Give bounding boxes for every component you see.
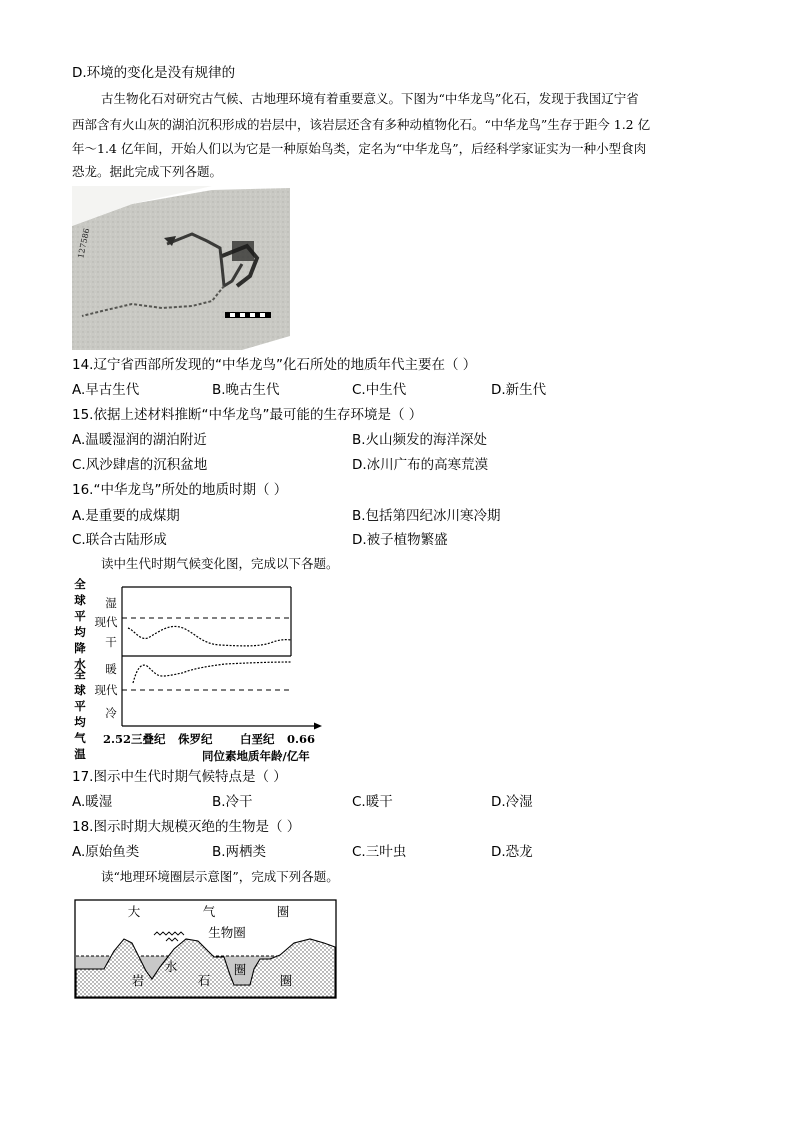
y-label-bottom-5: 温	[74, 747, 86, 761]
y-label-top-0: 全	[74, 577, 86, 591]
q15-option-c[interactable]: C.风沙肆虐的沉积盆地	[72, 457, 208, 473]
fossil-photo	[72, 186, 290, 350]
q15-option-b[interactable]: B.火山频发的海洋深处	[352, 432, 488, 448]
label-lithosphere-2: 石	[197, 973, 211, 988]
q14-stem: 14.辽宁省西部所发现的“中华龙鸟”化石所处的地质年代主要在（ ）	[72, 357, 477, 373]
x-end-label: 0.66	[287, 732, 316, 746]
q18-option-b[interactable]: B.两栖类	[212, 844, 267, 860]
y-label-top-1: 球	[74, 593, 86, 607]
label-wet: 湿	[105, 596, 117, 610]
label-biosphere: 生物圈	[208, 925, 246, 940]
y-label-top-3: 均	[74, 625, 86, 639]
y-label-bottom-1: 球	[74, 683, 86, 697]
label-hydrosphere-1: 水	[164, 959, 178, 974]
intro-line-3: 年～1.4 亿年间，开始人们以为它是一种原始鸟类，定名为“中华龙鸟”，后经科学家证实为一种小型食肉	[72, 141, 647, 156]
q17-option-a[interactable]: A.暖湿	[72, 794, 113, 810]
q14-option-b[interactable]: B.晚古生代	[212, 382, 280, 398]
label-warm: 暖	[105, 662, 117, 676]
q18-option-d[interactable]: D.恐龙	[491, 844, 533, 860]
q16-stem: 16.“中华龙鸟”所处的地质时期（ ）	[72, 482, 288, 498]
q15-option-a[interactable]: A.温暖湿润的湖泊附近	[72, 432, 207, 448]
y-label-bottom-2: 平	[74, 699, 86, 713]
intro-line-1: 古生物化石对研究古气候、古地理环境有着重要意义。下图为“中华龙鸟”化石，发现于我国辽宁省	[101, 91, 639, 106]
intro-line-4: 恐龙。据此完成下列各题。	[72, 164, 223, 179]
previous-option-d: D.环境的变化是没有规律的	[72, 65, 236, 81]
q15-option-d[interactable]: D.冰川广布的高寒荒漠	[352, 457, 489, 473]
sphere-intro: 读“地理环境圈层示意图”，完成下列各题。	[101, 869, 339, 884]
y-label-bottom-4: 气	[74, 731, 86, 745]
precipitation-curve	[128, 626, 291, 645]
x-axis-title: 同位素地质年龄/亿年	[202, 749, 310, 763]
label-lithosphere-1: 岩	[131, 973, 145, 988]
y-label-top-4: 降	[74, 641, 86, 655]
q14-option-d[interactable]: D.新生代	[491, 382, 547, 398]
period-jurassic: 侏罗纪	[178, 732, 213, 746]
y-label-top-5: 水	[74, 657, 86, 671]
q16-option-c[interactable]: C.联合古陆形成	[72, 532, 167, 548]
climate-chart	[70, 576, 340, 766]
q16-option-d[interactable]: D.被子植物繁盛	[352, 532, 448, 548]
label-atmosphere-2: 气	[202, 904, 216, 919]
x-start-label: 2.52	[103, 732, 132, 746]
q14-option-a[interactable]: A.早古生代	[72, 382, 140, 398]
q15-stem: 15.依据上述材料推断“中华龙鸟”最可能的生存环境是（ ）	[72, 407, 423, 423]
q17-option-c[interactable]: C.暖干	[352, 794, 393, 810]
period-cretaceous: 白垩纪	[240, 732, 275, 746]
sphere-diagram	[74, 899, 338, 999]
intro-line-2: 西部含有火山灰的湖泊沉积形成的岩层中，该岩层还含有多种动植物化石。“中华龙鸟”生存于距今 1.2 亿	[72, 117, 651, 132]
y-label-bottom-3: 均	[74, 715, 86, 729]
climate-intro: 读中生代时期气候变化图，完成以下各题。	[101, 556, 339, 571]
q18-stem: 18.图示时期大规模灭绝的生物是（ ）	[72, 819, 301, 835]
temperature-curve	[133, 662, 291, 683]
q18-option-a[interactable]: A.原始鱼类	[72, 844, 140, 860]
label-cold: 冷	[105, 706, 117, 720]
period-triassic: 三叠纪	[131, 732, 166, 746]
y-label-top-2: 平	[74, 609, 86, 623]
q18-option-c[interactable]: C.三叶虫	[352, 844, 407, 860]
label-atmosphere-1: 大	[127, 904, 141, 919]
label-top-modern: 现代	[94, 615, 118, 629]
label-hydrosphere-2: 圈	[233, 962, 247, 977]
q16-option-b[interactable]: B.包括第四纪冰川寒冷期	[352, 508, 501, 524]
specimen-label: 127586	[76, 227, 92, 260]
q17-option-d[interactable]: D.冷湿	[491, 794, 533, 810]
label-bottom-modern: 现代	[94, 683, 118, 697]
q14-option-c[interactable]: C.中生代	[352, 382, 407, 398]
label-dry: 干	[105, 635, 117, 649]
label-lithosphere-3: 圈	[279, 973, 293, 988]
q16-option-a[interactable]: A.是重要的成煤期	[72, 508, 180, 524]
q17-stem: 17.图示中生代时期气候特点是（ ）	[72, 769, 287, 785]
y-label-bottom-0: 全	[74, 667, 86, 681]
q17-option-b[interactable]: B.冷干	[212, 794, 253, 810]
label-atmosphere-3: 圈	[276, 904, 290, 919]
